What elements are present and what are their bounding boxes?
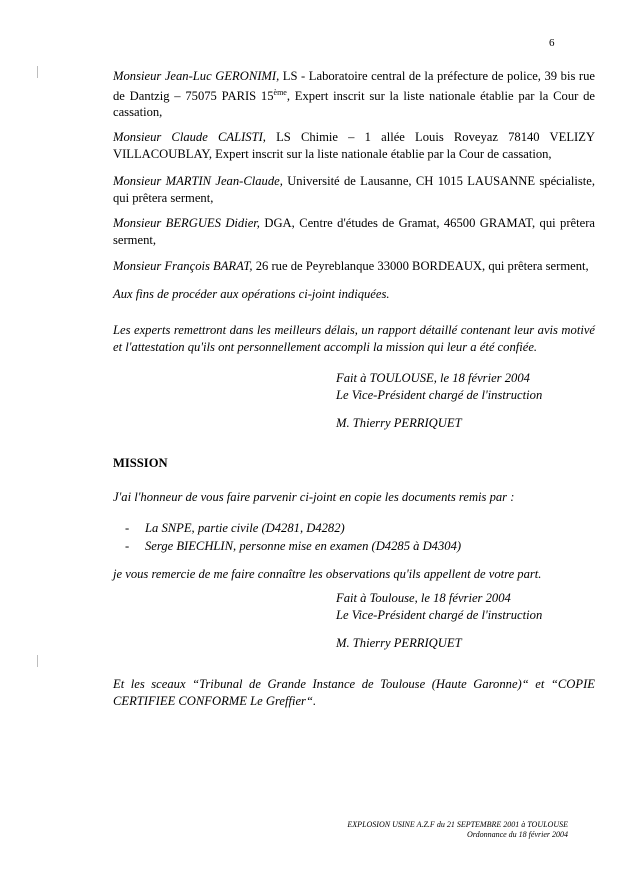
expert-details: Université de Lausanne, CH 1015 LAUSANNE spécialiste, qui prêtera serment, <box>113 174 595 205</box>
expert-details: LS Chimie – 1 allée Louis Roveyaz 78140 VELIZY VILLACOUBLAY, Expert inscrit sur la liste nationale établie par la Cour de cassation, <box>113 130 595 161</box>
expert-geronimi <box>113 68 595 121</box>
expert-details-cont: , Expert inscrit sur la liste nationale établie par la Cour de cassation, <box>113 88 595 119</box>
signature-place-date: Fait à Toulouse, le 18 février 2004 <box>336 591 511 605</box>
mission-heading: MISSION <box>113 456 168 470</box>
expert-name: Monsieur BERGUES Didier, <box>113 216 260 230</box>
mission-closing: je vous remercie de me faire connaître les observations qu'ils appellent de votre part. <box>113 567 542 581</box>
expert-details: DGA, Centre d'études de Gramat, 46500 GRAMAT, qui prêtera serment, <box>113 216 596 247</box>
expert-bergues <box>113 215 595 248</box>
list-item-text: Serge BIECHLIN, personne mise en examen (D4285 à D4304) <box>145 539 462 553</box>
signature-role: Le Vice-Président chargé de l'instruction <box>336 608 543 622</box>
signature-block-1 <box>336 370 542 432</box>
signature-name: M. Thierry PERRIQUET <box>336 636 462 650</box>
mission-list <box>125 519 461 555</box>
expert-name: Monsieur Jean-Luc GERONIMI, <box>113 69 280 83</box>
list-item <box>125 519 461 537</box>
page-number: 6 <box>549 37 555 49</box>
expert-name: Monsieur MARTIN Jean-Claude, <box>113 174 283 188</box>
expert-barat <box>113 258 595 275</box>
sceaux-paragraph: Et les sceaux “Tribunal de Grande Instance de Toulouse (Haute Garonne)“ et “COPIE CERTIFIEE CONFORME Le Greffier“. <box>113 677 595 708</box>
rapport-paragraph: Les experts remettront dans les meilleurs délais, un rapport détaillé contenant leur avis motivé et l'attestation qu'ils ont personnellement accompli la mission qui leur a été confiée. <box>113 323 595 354</box>
superscript: ème <box>273 87 287 97</box>
footer-ordonnance-date: Ordonnance du 18 février 2004 <box>466 830 568 839</box>
footer-case-title: EXPLOSION USINE A.Z.F du 21 SEPTEMBRE 2001 à TOULOUSE <box>347 820 568 829</box>
footer <box>347 820 568 840</box>
aux-fins-paragraph: Aux fins de procéder aux opérations ci-joint indiquées. <box>113 287 390 301</box>
scan-mark <box>37 66 38 78</box>
list-item-text: La SNPE, partie civile (D4281, D4282) <box>145 521 345 535</box>
signature-role: Le Vice-Président chargé de l'instruction <box>336 388 543 402</box>
expert-calisti <box>113 129 595 162</box>
bullet-dash: - <box>125 521 130 535</box>
list-item <box>125 537 461 555</box>
scan-mark <box>37 655 38 667</box>
bullet-dash: - <box>125 539 130 553</box>
expert-details: LS - Laboratoire central de la préfecture de police, 39 bis rue de Dantzig – 75075 PARIS 15 <box>113 69 595 103</box>
expert-name: Monsieur François BARAT, <box>113 259 253 273</box>
signature-name: M. Thierry PERRIQUET <box>336 416 462 430</box>
expert-details: 26 rue de Peyreblanque 33000 BORDEAUX, qui prêtera serment, <box>252 259 589 273</box>
signature-block-2 <box>336 590 542 652</box>
expert-name: Monsieur Claude CALISTI, <box>113 130 266 144</box>
expert-martin <box>113 173 595 206</box>
mission-intro: J'ai l'honneur de vous faire parvenir ci-joint en copie les documents remis par : <box>113 490 515 504</box>
signature-place-date: Fait à TOULOUSE, le 18 février 2004 <box>336 371 530 385</box>
